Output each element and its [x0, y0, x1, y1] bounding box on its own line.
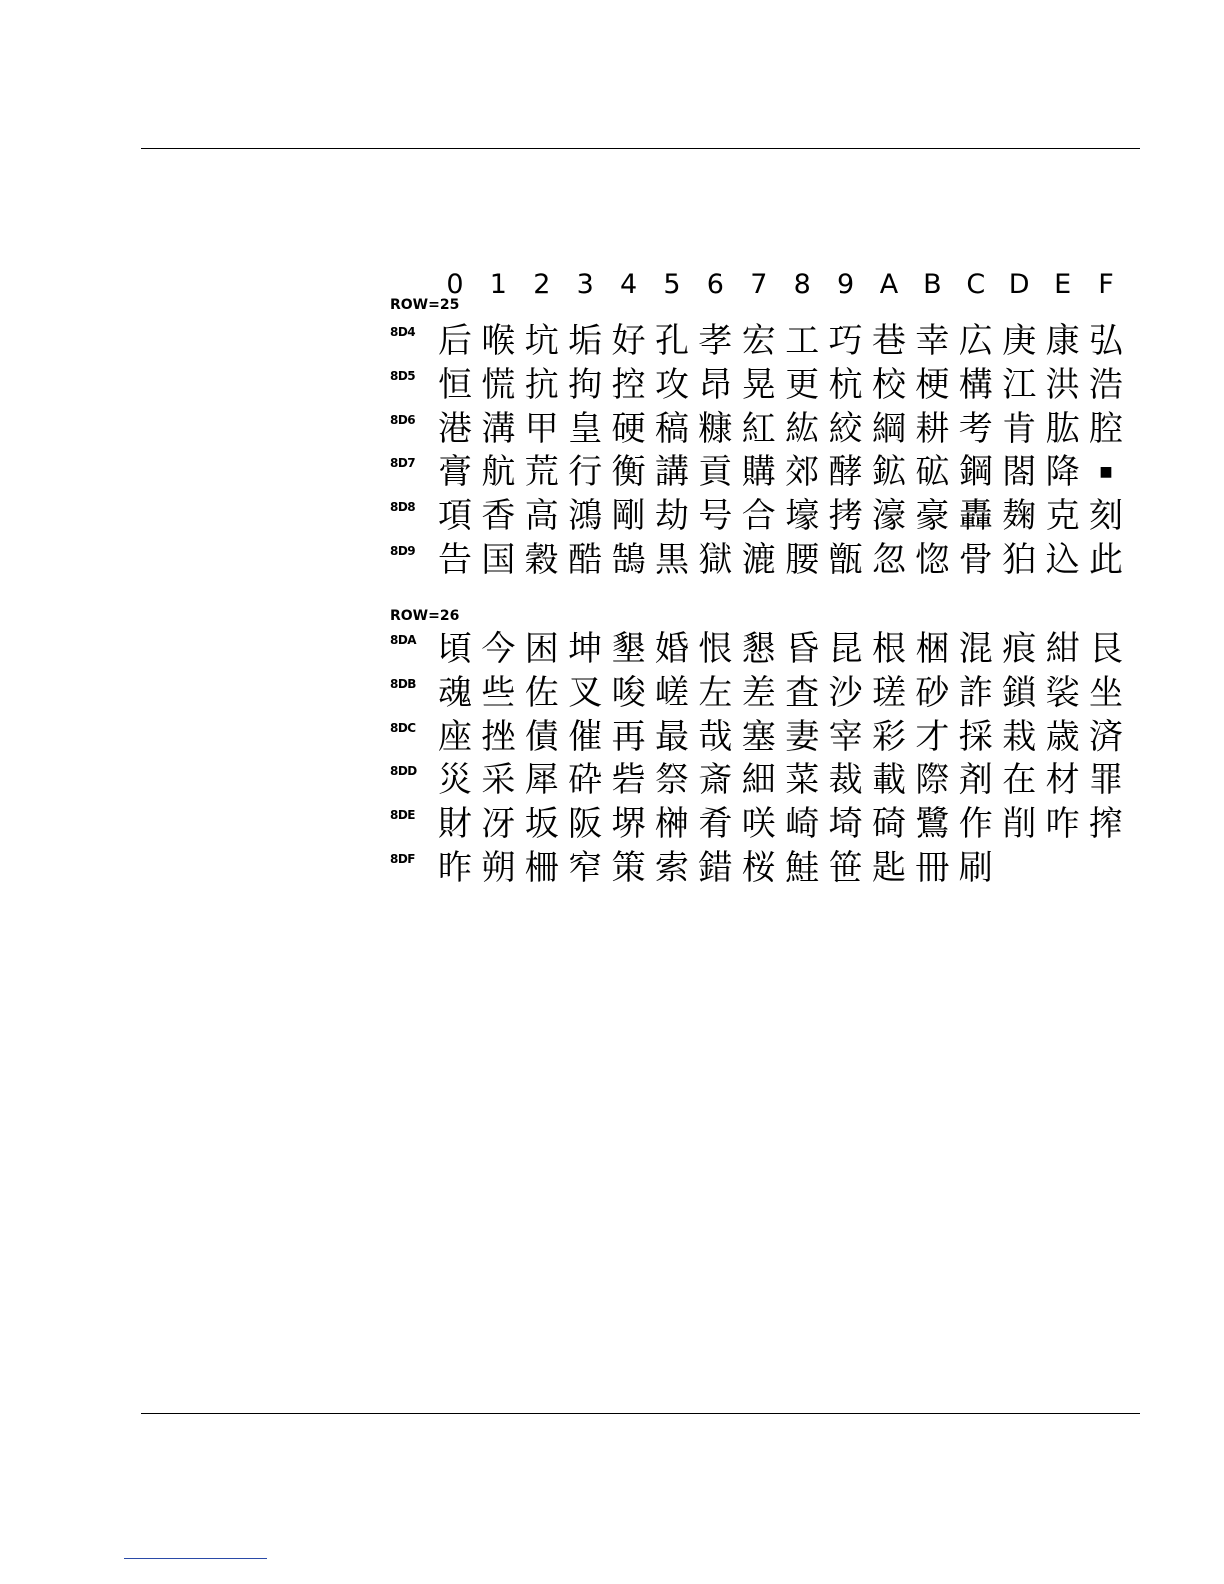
column-header-2: 2 — [533, 269, 551, 300]
character-cell: 査 — [785, 672, 820, 713]
column-header-6: 6 — [706, 269, 724, 300]
character-cell: 糠 — [698, 408, 733, 449]
character-cell: 根 — [872, 629, 906, 669]
character-cell: 艮 — [1089, 629, 1123, 669]
character-cell: 衡 — [611, 452, 646, 493]
character-cell: 孔 — [655, 321, 689, 361]
character-cell: 壕 — [785, 496, 820, 537]
character-cell: 綱 — [872, 408, 906, 449]
column-header-1: 1 — [489, 269, 507, 300]
character-cell: 錯 — [698, 848, 733, 888]
character-cell: 崎 — [785, 804, 820, 845]
character-cell: 昂 — [698, 364, 733, 405]
character-cell: 鵠 — [611, 540, 646, 580]
character-cell: 昆 — [828, 629, 863, 669]
column-header-row — [0, 268, 1224, 302]
character-cell: 告 — [438, 540, 472, 580]
character-cell: 孝 — [698, 321, 733, 361]
character-cell: 后 — [438, 321, 472, 361]
character-cell: 済 — [1089, 716, 1123, 757]
character-cell: 再 — [611, 716, 646, 757]
column-header-b: B — [923, 269, 942, 300]
column-header-a: A — [879, 269, 899, 300]
row-code: 8DB — [390, 676, 416, 691]
character-cell: 困 — [524, 629, 559, 669]
section-label: ROW=26 — [390, 608, 460, 624]
footnote-rule — [124, 1558, 267, 1559]
character-cell: 濠 — [872, 496, 906, 537]
character-cell: 喉 — [481, 321, 516, 361]
section-label: ROW=25 — [390, 297, 460, 313]
character-cell: 荒 — [524, 452, 559, 493]
character-cell: 笹 — [828, 848, 863, 888]
character-cell: 豪 — [915, 496, 950, 537]
character-cell: 榊 — [655, 804, 689, 845]
character-cell: 在 — [1002, 760, 1037, 801]
row-code: 8D6 — [390, 412, 416, 427]
character-cell: 歳 — [1045, 716, 1080, 757]
character-cell: 骨 — [958, 540, 993, 580]
character-cell: 懇 — [741, 629, 776, 669]
character-cell: 漉 — [741, 540, 776, 580]
character-cell: 合 — [741, 496, 776, 537]
character-cell: 腔 — [1089, 408, 1123, 449]
character-cell: 咲 — [741, 804, 776, 845]
character-cell: 犀 — [524, 760, 559, 801]
column-header-7: 7 — [750, 269, 768, 300]
row-code: 8D4 — [390, 325, 416, 339]
character-cell: 際 — [915, 760, 950, 801]
character-cell: 坤 — [568, 629, 603, 669]
character-cell: 梗 — [915, 364, 950, 405]
character-cell: 更 — [785, 364, 820, 405]
character-cell: 垢 — [568, 321, 603, 361]
character-cell: 講 — [655, 452, 689, 493]
character-cell: 坑 — [524, 321, 559, 361]
character-cell: 唆 — [611, 672, 646, 713]
character-cell: 甑 — [828, 540, 863, 580]
character-cell: 座 — [438, 716, 472, 757]
character-cell: 宏 — [741, 321, 776, 361]
character-cell: 斎 — [698, 760, 733, 801]
character-cell: 香 — [481, 496, 516, 537]
character-cell: 恨 — [698, 629, 733, 669]
row-code: 8D5 — [390, 368, 416, 383]
row-code: 8D9 — [390, 544, 416, 558]
character-cell: 詐 — [958, 672, 993, 713]
character-cell: 康 — [1045, 321, 1080, 361]
character-cell: 細 — [741, 760, 776, 801]
character-cell: 朔 — [481, 848, 516, 888]
column-header-d: D — [1008, 269, 1030, 300]
character-cell: 閤 — [1002, 452, 1037, 493]
column-header-c: C — [966, 269, 986, 300]
character-cell: 硬 — [611, 408, 646, 449]
character-cell: 此 — [1089, 540, 1123, 580]
character-cell: 埼 — [828, 804, 863, 845]
character-cell: 郊 — [785, 452, 820, 493]
character-cell: 巧 — [828, 321, 863, 361]
character-cell: 鮭 — [785, 848, 820, 888]
character-cell: 溝 — [481, 408, 516, 449]
character-cell: 購 — [741, 452, 776, 493]
character-cell: 幸 — [915, 321, 950, 361]
character-cell: 梱 — [915, 629, 950, 669]
character-cell: 克 — [1045, 496, 1080, 537]
character-cell: 材 — [1045, 760, 1080, 801]
character-cell: 獄 — [698, 540, 733, 580]
character-cell: 桜 — [741, 848, 776, 888]
character-cell: 菜 — [785, 760, 820, 801]
character-cell: 最 — [655, 716, 689, 757]
character-cell: 港 — [438, 408, 472, 449]
character-cell: 災 — [438, 760, 472, 801]
character-cell: 紺 — [1045, 629, 1080, 669]
column-header-f: F — [1098, 269, 1114, 300]
character-cell: 頃 — [438, 629, 472, 669]
row-code: 8DA — [390, 633, 417, 647]
character-cell: 采 — [481, 760, 516, 801]
character-cell: 痕 — [1002, 629, 1037, 669]
character-cell: 妻 — [785, 716, 820, 757]
character-cell: 晃 — [741, 364, 776, 405]
character-cell: 慌 — [481, 364, 516, 405]
character-cell: 載 — [872, 760, 906, 801]
character-cell: 挫 — [481, 716, 516, 757]
column-header-0: 0 — [446, 269, 464, 300]
character-cell: 洪 — [1045, 364, 1080, 405]
character-cell: 叉 — [568, 672, 603, 713]
character-cell: 催 — [568, 716, 603, 757]
character-cell: 劫 — [655, 496, 689, 537]
character-cell: 瑳 — [872, 672, 906, 713]
character-cell: 墾 — [611, 629, 646, 669]
character-cell: 匙 — [872, 848, 906, 888]
character-cell: 工 — [785, 321, 820, 361]
character-cell: 轟 — [958, 496, 993, 537]
column-header-5: 5 — [663, 269, 681, 300]
character-cell: 咋 — [1045, 804, 1080, 845]
character-cell: 鋼 — [958, 452, 993, 493]
character-cell: 腰 — [785, 540, 820, 580]
character-cell: 冴 — [481, 804, 516, 845]
character-cell: 差 — [741, 672, 776, 713]
character-cell: 紅 — [741, 408, 776, 449]
character-cell: 考 — [958, 408, 993, 449]
character-cell: 鉱 — [872, 452, 906, 493]
character-cell: 昨 — [438, 848, 472, 888]
character-cell: 坂 — [524, 804, 559, 845]
character-cell: 狛 — [1002, 540, 1037, 580]
character-cell: 絞 — [828, 408, 863, 449]
character-cell: 今 — [481, 629, 516, 669]
character-cell: 浩 — [1089, 364, 1123, 405]
character-cell: 沙 — [828, 672, 863, 713]
row-code: 8D7 — [390, 456, 416, 471]
character-cell: 哉 — [698, 716, 733, 757]
row-code: 8DC — [390, 720, 416, 735]
character-cell: 拘 — [568, 364, 603, 405]
character-cell: 酵 — [828, 452, 863, 493]
character-cell: 稿 — [655, 408, 689, 449]
character-cell: 弘 — [1089, 321, 1123, 361]
character-cell: 肯 — [1002, 408, 1037, 449]
character-cell: 号 — [698, 496, 733, 537]
character-cell: 栽 — [1002, 716, 1037, 757]
character-cell: 鴻 — [568, 496, 603, 537]
character-cell: 鷺 — [915, 804, 950, 845]
character-cell: 債 — [524, 716, 559, 757]
character-cell: 酷 — [568, 540, 603, 580]
character-cell: 索 — [655, 848, 689, 888]
character-cell: 策 — [611, 848, 646, 888]
character-cell: 拷 — [828, 496, 863, 537]
character-cell: 庚 — [1002, 321, 1037, 361]
character-cell: 砕 — [568, 760, 603, 801]
character-cell: 砂 — [915, 672, 950, 713]
character-cell: 穀 — [524, 540, 559, 580]
character-cell: 佐 — [524, 672, 559, 713]
character-cell: 罪 — [1089, 760, 1123, 801]
character-cell: 砦 — [611, 760, 646, 801]
character-cell: 麹 — [1002, 496, 1037, 537]
character-cell: 刻 — [1089, 496, 1123, 537]
character-cell: 鎖 — [1002, 672, 1037, 713]
character-cell: 窄 — [568, 848, 603, 888]
character-cell: 甲 — [524, 408, 559, 449]
row-code: 8D8 — [390, 500, 416, 515]
column-header-8: 8 — [793, 269, 811, 300]
character-cell: 巷 — [872, 321, 906, 361]
character-cell: 項 — [438, 496, 472, 537]
character-cell: 搾 — [1089, 804, 1123, 845]
header-rule — [141, 148, 1140, 149]
character-cell: 削 — [1002, 804, 1037, 845]
character-cell: 広 — [958, 321, 993, 361]
column-header-4: 4 — [620, 269, 638, 300]
column-header-3: 3 — [576, 269, 594, 300]
character-cell: 控 — [611, 364, 646, 405]
character-cell: 魂 — [438, 672, 472, 713]
character-cell: 祭 — [655, 760, 689, 801]
character-cell: 坐 — [1089, 672, 1123, 713]
character-cell: 校 — [872, 364, 906, 405]
character-cell: 杭 — [828, 364, 863, 405]
character-cell: 左 — [698, 672, 733, 713]
character-cell: 宰 — [828, 716, 863, 757]
character-cell: 攻 — [655, 364, 689, 405]
row-code: 8DF — [390, 852, 416, 866]
character-cell: 肴 — [698, 804, 733, 845]
character-cell: 混 — [958, 629, 993, 669]
character-cell: 行 — [568, 452, 603, 493]
character-cell: 彩 — [872, 716, 906, 757]
character-cell: 高 — [524, 496, 559, 537]
character-cell: 江 — [1002, 364, 1037, 405]
character-cell: 裁 — [828, 760, 863, 801]
character-cell: 紘 — [785, 408, 820, 449]
character-cell: 好 — [611, 321, 646, 361]
character-cell: 皇 — [568, 408, 603, 449]
character-cell: 塞 — [741, 716, 776, 757]
character-cell: 耕 — [915, 408, 950, 449]
character-cell: 些 — [481, 672, 516, 713]
character-cell: 降 — [1045, 452, 1080, 493]
character-cell: 作 — [958, 804, 993, 845]
row-code: 8DD — [390, 764, 417, 779]
character-cell: 貢 — [698, 452, 733, 493]
footer-rule — [141, 1413, 1140, 1414]
column-header-9: 9 — [837, 269, 855, 300]
character-cell: 忽 — [872, 540, 906, 580]
character-cell: 恒 — [438, 364, 472, 405]
character-cell: 財 — [438, 804, 472, 845]
character-cell: 剤 — [958, 760, 993, 801]
character-cell: 込 — [1045, 540, 1080, 580]
character-cell: 国 — [481, 540, 516, 580]
character-cell: 抗 — [524, 364, 559, 405]
character-cell: 剛 — [611, 496, 646, 537]
character-cell: 嵯 — [655, 672, 689, 713]
character-cell: 阪 — [568, 804, 603, 845]
character-cell: 裟 — [1045, 672, 1080, 713]
character-cell: 昏 — [785, 629, 820, 669]
character-cell: 構 — [958, 364, 993, 405]
character-cell: ■ — [1099, 464, 1113, 481]
row-code: 8DE — [390, 808, 416, 823]
character-cell: 婚 — [655, 629, 689, 669]
character-cell: 刷 — [958, 848, 993, 888]
character-cell: 冊 — [915, 848, 950, 888]
character-cell: 航 — [481, 452, 516, 493]
character-cell: 黒 — [655, 540, 689, 580]
character-cell: 肱 — [1045, 408, 1080, 449]
character-cell: 砿 — [915, 452, 950, 493]
character-cell: 堺 — [611, 804, 646, 845]
column-header-e: E — [1054, 269, 1072, 300]
character-cell: 採 — [958, 716, 993, 757]
character-cell: 膏 — [438, 452, 472, 493]
character-cell: 才 — [915, 716, 950, 757]
character-cell: 惚 — [915, 540, 950, 580]
character-cell: 碕 — [872, 804, 906, 845]
character-cell: 柵 — [524, 848, 559, 888]
